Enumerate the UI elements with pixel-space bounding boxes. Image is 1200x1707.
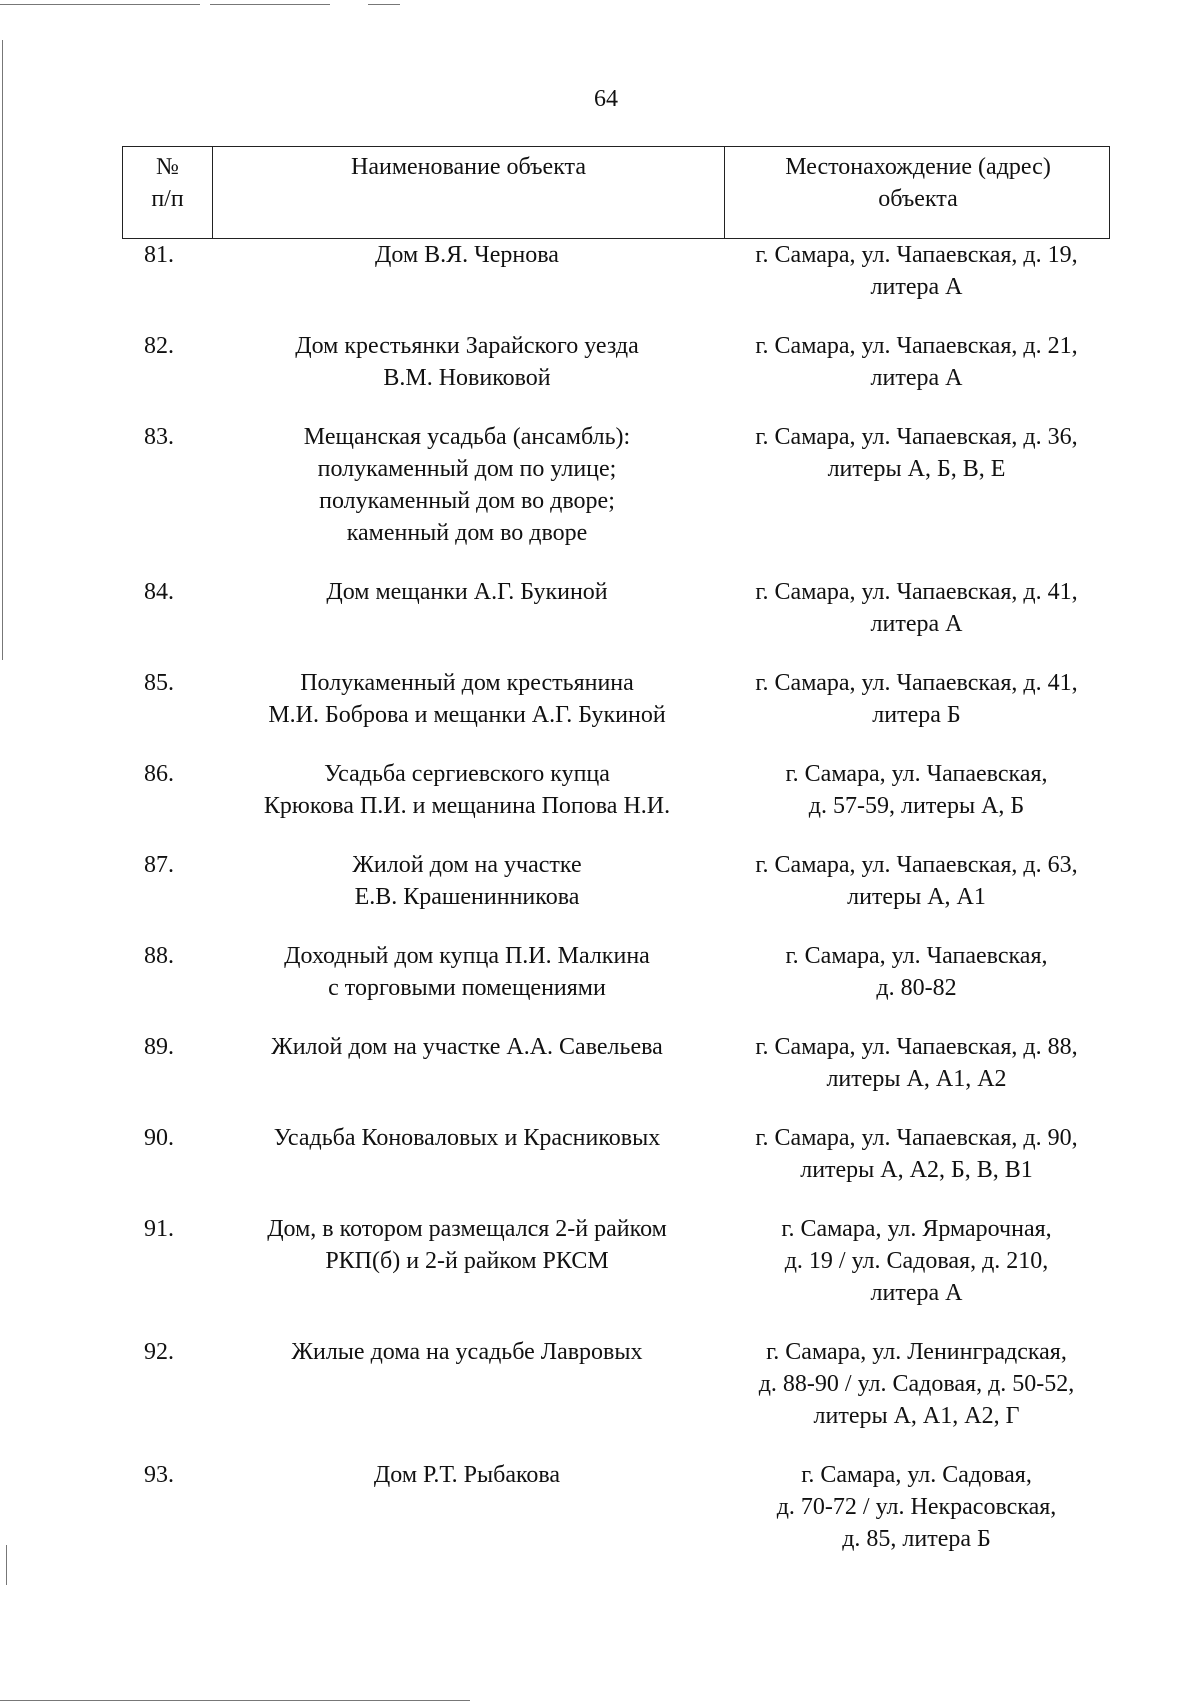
table-header <box>122 146 1110 239</box>
row-number: 92. <box>144 1339 174 1365</box>
scan-edge-top-3 <box>368 4 400 5</box>
object-name-line: Усадьба сергиевского купца <box>324 761 610 787</box>
object-address-line: литера А <box>870 365 963 391</box>
object-address-line: г. Самара, ул. Чапаевская, д. 21, <box>755 333 1078 359</box>
row-number: 84. <box>144 579 174 605</box>
table-row <box>122 849 1110 940</box>
header-name-line-1: Наименование объекта <box>351 154 586 180</box>
table-row <box>122 1336 1110 1459</box>
object-address-line: г. Самара, ул. Чапаевская, <box>785 943 1048 969</box>
object-address-line: литеры А, А1, А2 <box>826 1066 1007 1092</box>
object-address-line: д. 85, литера Б <box>842 1526 991 1552</box>
object-name-line: Дом мещанки А.Г. Букиной <box>326 579 608 605</box>
table-row <box>122 1459 1110 1569</box>
object-name-line: Дом, в котором размещался 2-й райком <box>267 1216 667 1242</box>
object-address-line: литера А <box>870 274 963 300</box>
object-address-line: г. Самара, ул. Чапаевская, <box>785 761 1048 787</box>
table-row <box>122 330 1110 421</box>
object-address <box>723 849 1110 940</box>
row-number: 85. <box>144 670 174 696</box>
object-name-line: Жилой дом на участке <box>352 852 582 878</box>
header-name <box>212 147 724 238</box>
object-name-line: Дом крестьянки Зарайского уезда <box>295 333 639 359</box>
object-name-line: Дом В.Я. Чернова <box>375 242 559 268</box>
object-address-line: литера А <box>870 611 963 637</box>
object-name-line: Доходный дом купца П.И. Малкина <box>284 943 650 969</box>
table-row <box>122 239 1110 330</box>
table-row <box>122 1031 1110 1122</box>
object-name-line: с торговыми помещениями <box>328 975 606 1001</box>
object-name-line: Дом Р.Т. Рыбакова <box>373 1462 561 1488</box>
table-row <box>122 421 1110 576</box>
scan-edge-top-2 <box>210 4 330 5</box>
object-name <box>211 667 723 758</box>
row-number: 90. <box>144 1125 174 1151</box>
object-address-line: г. Самара, ул. Садовая, <box>801 1462 1032 1488</box>
object-address <box>723 667 1110 758</box>
object-name <box>211 849 723 940</box>
object-address-line: литеры А, А2, Б, В, В1 <box>800 1157 1033 1183</box>
object-name-line: полукаменный дом во дворе; <box>319 488 615 514</box>
object-name <box>211 1122 723 1213</box>
object-name-line: полукаменный дом по улице; <box>317 456 617 482</box>
header-address-line-2: объекта <box>878 186 958 212</box>
object-name <box>211 1031 723 1122</box>
object-name-line: РКП(б) и 2-й райком РКСМ <box>325 1248 609 1274</box>
object-name <box>211 1336 723 1459</box>
header-address <box>724 147 1111 238</box>
row-number: 82. <box>144 333 174 359</box>
object-address-line: д. 80-82 <box>876 975 957 1001</box>
object-name-line: Е.В. Крашенинникова <box>354 884 580 910</box>
object-address <box>723 1213 1110 1336</box>
object-address-line: литеры А, А1, А2, Г <box>813 1403 1020 1429</box>
object-name <box>211 1459 723 1569</box>
object-address <box>723 1122 1110 1213</box>
object-address <box>723 330 1110 421</box>
objects-table <box>122 146 1110 1569</box>
object-name-line: каменный дом во дворе <box>346 520 588 546</box>
object-name-line: Крюкова П.И. и мещанина Попова Н.И. <box>263 793 671 819</box>
object-address-line: д. 57-59, литеры А, Б <box>808 793 1025 819</box>
object-name-line: Жилой дом на участке А.А. Савельева <box>271 1034 663 1060</box>
object-name-line: Мещанская усадьба (ансамбль): <box>303 424 631 450</box>
header-number <box>123 147 212 238</box>
row-number: 91. <box>144 1216 174 1242</box>
object-address-line: д. 70-72 / ул. Некрасовская, <box>776 1494 1057 1520</box>
table-row <box>122 1122 1110 1213</box>
object-name-line: В.М. Новиковой <box>383 365 551 391</box>
object-address-line: г. Самара, ул. Ярмарочная, <box>781 1216 1052 1242</box>
object-name-line: Усадьба Коноваловых и Красниковых <box>273 1125 661 1151</box>
object-name-line: Жилые дома на усадьбе Лавровых <box>291 1339 643 1365</box>
row-number: 89. <box>144 1034 174 1060</box>
table-row <box>122 1213 1110 1336</box>
object-name-line: Полукаменный дом крестьянина <box>300 670 634 696</box>
object-address <box>723 1336 1110 1459</box>
object-address <box>723 758 1110 849</box>
object-name <box>211 421 723 576</box>
scan-edge-left <box>2 40 3 660</box>
scan-edge-left-lower <box>6 1545 7 1585</box>
object-name-line: М.И. Боброва и мещанки А.Г. Букиной <box>268 702 666 728</box>
object-name <box>211 330 723 421</box>
object-address-line: д. 19 / ул. Садовая, д. 210, <box>784 1248 1049 1274</box>
object-address-line: г. Самара, ул. Чапаевская, д. 41, <box>755 579 1078 605</box>
scan-edge-top-1 <box>0 4 200 5</box>
table-row <box>122 667 1110 758</box>
row-number: 86. <box>144 761 174 787</box>
object-address-line: литера Б <box>872 702 961 728</box>
object-address-line: д. 88-90 / ул. Садовая, д. 50-52, <box>758 1371 1075 1397</box>
table-row <box>122 576 1110 667</box>
header-number-line-1: № <box>156 154 179 180</box>
row-number: 87. <box>144 852 174 878</box>
object-address <box>723 576 1110 667</box>
object-address-line: литера А <box>870 1280 963 1306</box>
object-address-line: г. Самара, ул. Чапаевская, д. 88, <box>755 1034 1078 1060</box>
table-row <box>122 940 1110 1031</box>
object-address <box>723 1031 1110 1122</box>
object-address <box>723 1459 1110 1569</box>
object-address-line: литеры А, А1 <box>847 884 986 910</box>
object-address <box>723 940 1110 1031</box>
row-number: 83. <box>144 424 174 450</box>
object-name <box>211 239 723 330</box>
object-address <box>723 239 1110 330</box>
object-address-line: литеры А, Б, В, Е <box>827 456 1006 482</box>
object-name <box>211 940 723 1031</box>
row-number: 81. <box>144 242 174 268</box>
row-number: 88. <box>144 943 174 969</box>
page-number: 64 <box>594 86 618 112</box>
object-address-line: г. Самара, ул. Ленинградская, <box>766 1339 1067 1365</box>
object-address-line: г. Самара, ул. Чапаевская, д. 90, <box>755 1125 1078 1151</box>
table-row <box>122 758 1110 849</box>
object-name <box>211 1213 723 1336</box>
header-address-line-1: Местонахождение (адрес) <box>785 154 1051 180</box>
object-address-line: г. Самара, ул. Чапаевская, д. 36, <box>755 424 1078 450</box>
object-address <box>723 421 1110 576</box>
object-name <box>211 758 723 849</box>
header-number-line-2: п/п <box>151 186 184 212</box>
object-name <box>211 576 723 667</box>
object-address-line: г. Самара, ул. Чапаевская, д. 19, <box>755 242 1078 268</box>
object-address-line: г. Самара, ул. Чапаевская, д. 41, <box>755 670 1078 696</box>
scan-edge-bottom <box>0 1700 470 1701</box>
table-body <box>122 239 1110 1569</box>
row-number: 93. <box>144 1462 174 1488</box>
object-address-line: г. Самара, ул. Чапаевская, д. 63, <box>755 852 1078 878</box>
